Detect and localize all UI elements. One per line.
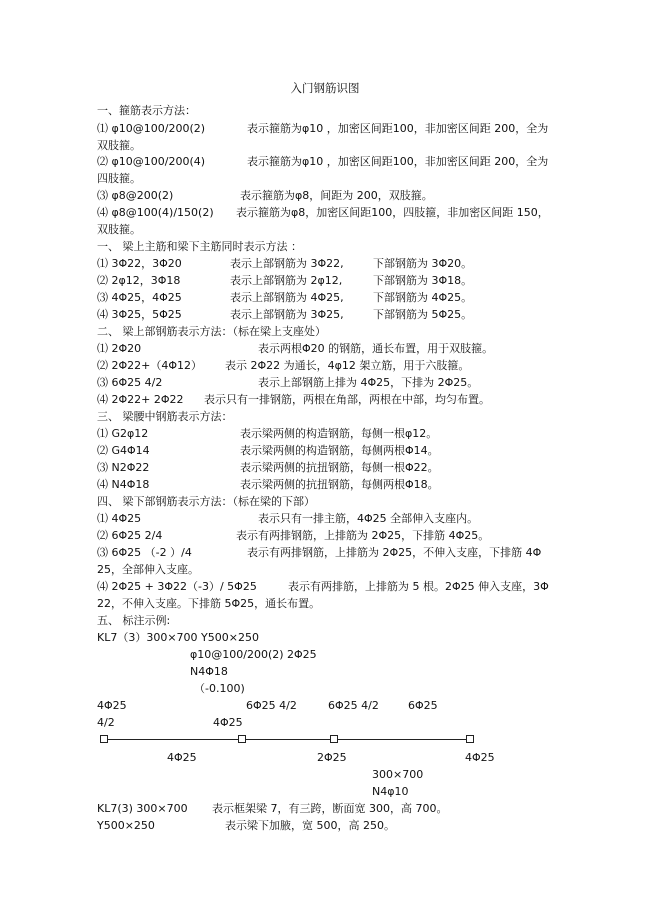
- example-bottom-bars-b: 2Φ25: [317, 751, 347, 764]
- support-node: [330, 735, 338, 743]
- item-desc: 表示上部钢筋为 3Φ25,: [230, 308, 344, 321]
- example-top-bars-a: 6Φ25 4/2: [246, 699, 297, 712]
- item-code: ⑶ 4Φ25，4Φ25: [97, 291, 182, 304]
- example-top-left-bars: 4Φ25: [97, 699, 127, 712]
- explain-code: KL7(3) 300×700: [97, 802, 188, 815]
- item-desc: 表示有两排钢筋，上排筋为 2Φ25，不伸入支座，下排筋 4Φ: [247, 546, 542, 559]
- item-desc: 表示只有一排主筋，4Φ25 全部伸入支座内。: [258, 512, 479, 525]
- item-desc-2: 下部钢筋为 3Φ20。: [373, 257, 473, 270]
- item-desc-cont: 22，不伸入支座。下排筋 5Φ25，通长布置。: [97, 597, 321, 610]
- item-code: ⑶ 6Φ25 （-2 ）/4: [97, 546, 192, 559]
- item-code: ⑷ φ8@100(4)/150(2): [97, 206, 214, 219]
- item-code: ⑵ 6Φ25 2/4: [97, 529, 163, 542]
- item-desc: 表示梁两侧的构造钢筋，每侧一根φ12。: [240, 427, 438, 440]
- item-code: ⑴ 4Φ25: [97, 512, 142, 525]
- support-node: [100, 735, 108, 743]
- item-desc: 表示梁两侧的抗扭钢筋，每侧一根Φ22。: [240, 461, 439, 474]
- item-desc: 表示箍筋为φ8，加密区间距100，四肢箍，非加密区间距 150，: [236, 206, 549, 219]
- item-desc: 表示梁两侧的抗扭钢筋，每侧两根Φ18。: [240, 478, 439, 491]
- example-elevation: （-0.100): [194, 682, 245, 695]
- section-heading-stirrups: 一、箍筋表示方法：: [97, 104, 196, 117]
- section-heading-top-bars: 二、 梁上部钢筋表示方法：（标在梁上支座处）: [97, 325, 326, 338]
- example-stirrup-spec: φ10@100/200(2) 2Φ25: [190, 648, 317, 661]
- item-code: ⑶ N2Φ22: [97, 461, 150, 474]
- item-code: ⑵ 2φ12，3Φ18: [97, 274, 181, 287]
- section-heading-example: 五、 标注示例:: [97, 614, 171, 627]
- item-desc-cont: 25，全部伸入支座。: [97, 563, 199, 576]
- item-desc: 表示上部钢筋为 4Φ25,: [230, 291, 344, 304]
- item-desc: 表示上部钢筋为 3Φ22,: [230, 257, 344, 270]
- explain-desc: 表示框架梁 7，有三跨，断面宽 300，高 700。: [212, 802, 448, 815]
- item-desc-cont: 双肢箍。: [97, 223, 141, 236]
- example-torsion-spec: N4Φ18: [190, 665, 228, 678]
- item-code: ⑴ 2Φ20: [97, 342, 142, 355]
- support-node: [466, 735, 474, 743]
- item-desc-cont: 双肢箍。: [97, 139, 141, 152]
- example-beam-spec: KL7（3）300×700 Y500×250: [97, 631, 259, 644]
- item-code: ⑶ φ8@200(2): [97, 189, 174, 202]
- item-code: ⑵ 2Φ22+（4Φ12）: [97, 359, 203, 372]
- explain-desc: 表示梁下加腋，宽 500，高 250。: [225, 819, 395, 832]
- item-code: ⑵ G4Φ14: [97, 444, 150, 457]
- example-bottom-bars-c: 4Φ25: [465, 751, 495, 764]
- section-heading-main-bars: 一、 梁上主筋和梁下主筋同时表示方法 ：: [97, 240, 302, 253]
- item-code: ⑵ φ10@100/200(4): [97, 155, 206, 168]
- item-desc: 表示 2Φ22 为通长，4φ12 架立筋，用于六肢箍。: [225, 359, 470, 372]
- item-desc-2: 下部钢筋为 5Φ25。: [373, 308, 473, 321]
- section-heading-web-bars: 三、 梁腰中钢筋表示方法：: [97, 410, 233, 423]
- section-heading-bottom-bars: 四、 梁下部钢筋表示方法：（标在梁的下部）: [97, 495, 315, 508]
- example-top-bars-c: 6Φ25: [408, 699, 438, 712]
- item-code: ⑷ 3Φ25，5Φ25: [97, 308, 182, 321]
- item-desc: 表示梁两侧的构造钢筋，每侧两根Φ14。: [240, 444, 439, 457]
- example-top-mid-bars: 4Φ25: [213, 716, 243, 729]
- explain-code: Y500×250: [97, 819, 155, 832]
- example-top-left-rows: 4/2: [97, 716, 115, 729]
- item-desc: 表示上部钢筋上排为 4Φ25，下排为 2Φ25。: [258, 376, 479, 389]
- example-torsion-bars: N4φ10: [372, 785, 409, 798]
- item-desc: 表示有两排钢筋，上排筋为 2Φ25，下排筋 4Φ25。: [236, 529, 490, 542]
- item-desc: 表示两根Φ20 的钢筋，通长布置，用于双肢箍。: [258, 342, 494, 355]
- item-desc: 表示箍筋为φ10 ，加密区间距100，非加密区间距 200，全为: [247, 122, 549, 135]
- item-code: ⑴ φ10@100/200(2): [97, 122, 206, 135]
- beam-line: [246, 739, 330, 740]
- support-node: [238, 735, 246, 743]
- page-title: 入门钢筋识图: [290, 81, 360, 95]
- item-code: ⑷ 2Φ22+ 2Φ22: [97, 393, 184, 406]
- beam-line: [108, 739, 238, 740]
- item-code: ⑶ 6Φ25 4/2: [97, 376, 163, 389]
- item-desc-cont: 四肢箍。: [97, 172, 141, 185]
- example-top-bars-b: 6Φ25 4/2: [328, 699, 379, 712]
- item-desc: 表示箍筋为φ10 ，加密区间距100，非加密区间距 200，全为: [247, 155, 549, 168]
- item-desc-2: 下部钢筋为 4Φ25。: [373, 291, 473, 304]
- item-code: ⑴ 3Φ22，3Φ20: [97, 257, 182, 270]
- item-desc: 表示上部钢筋为 2φ12,: [230, 274, 343, 287]
- example-section-size: 300×700: [372, 768, 424, 781]
- item-desc-2: 下部钢筋为 3Φ18。: [373, 274, 473, 287]
- beam-line: [338, 739, 466, 740]
- item-code: ⑴ G2φ12: [97, 427, 149, 440]
- item-code: ⑷ 2Φ25 + 3Φ22（-3）/ 5Φ25: [97, 580, 257, 593]
- example-bottom-bars-a: 4Φ25: [167, 751, 197, 764]
- item-desc: 表示只有一排钢筋，两根在角部，两根在中部，均匀布置。: [204, 393, 490, 406]
- item-code: ⑷ N4Φ18: [97, 478, 150, 491]
- item-desc: 表示有两排筋，上排筋为 5 根。2Φ25 伸入支座，3Φ: [288, 580, 549, 593]
- item-desc: 表示箍筋为φ8，间距为 200，双肢箍。: [240, 189, 433, 202]
